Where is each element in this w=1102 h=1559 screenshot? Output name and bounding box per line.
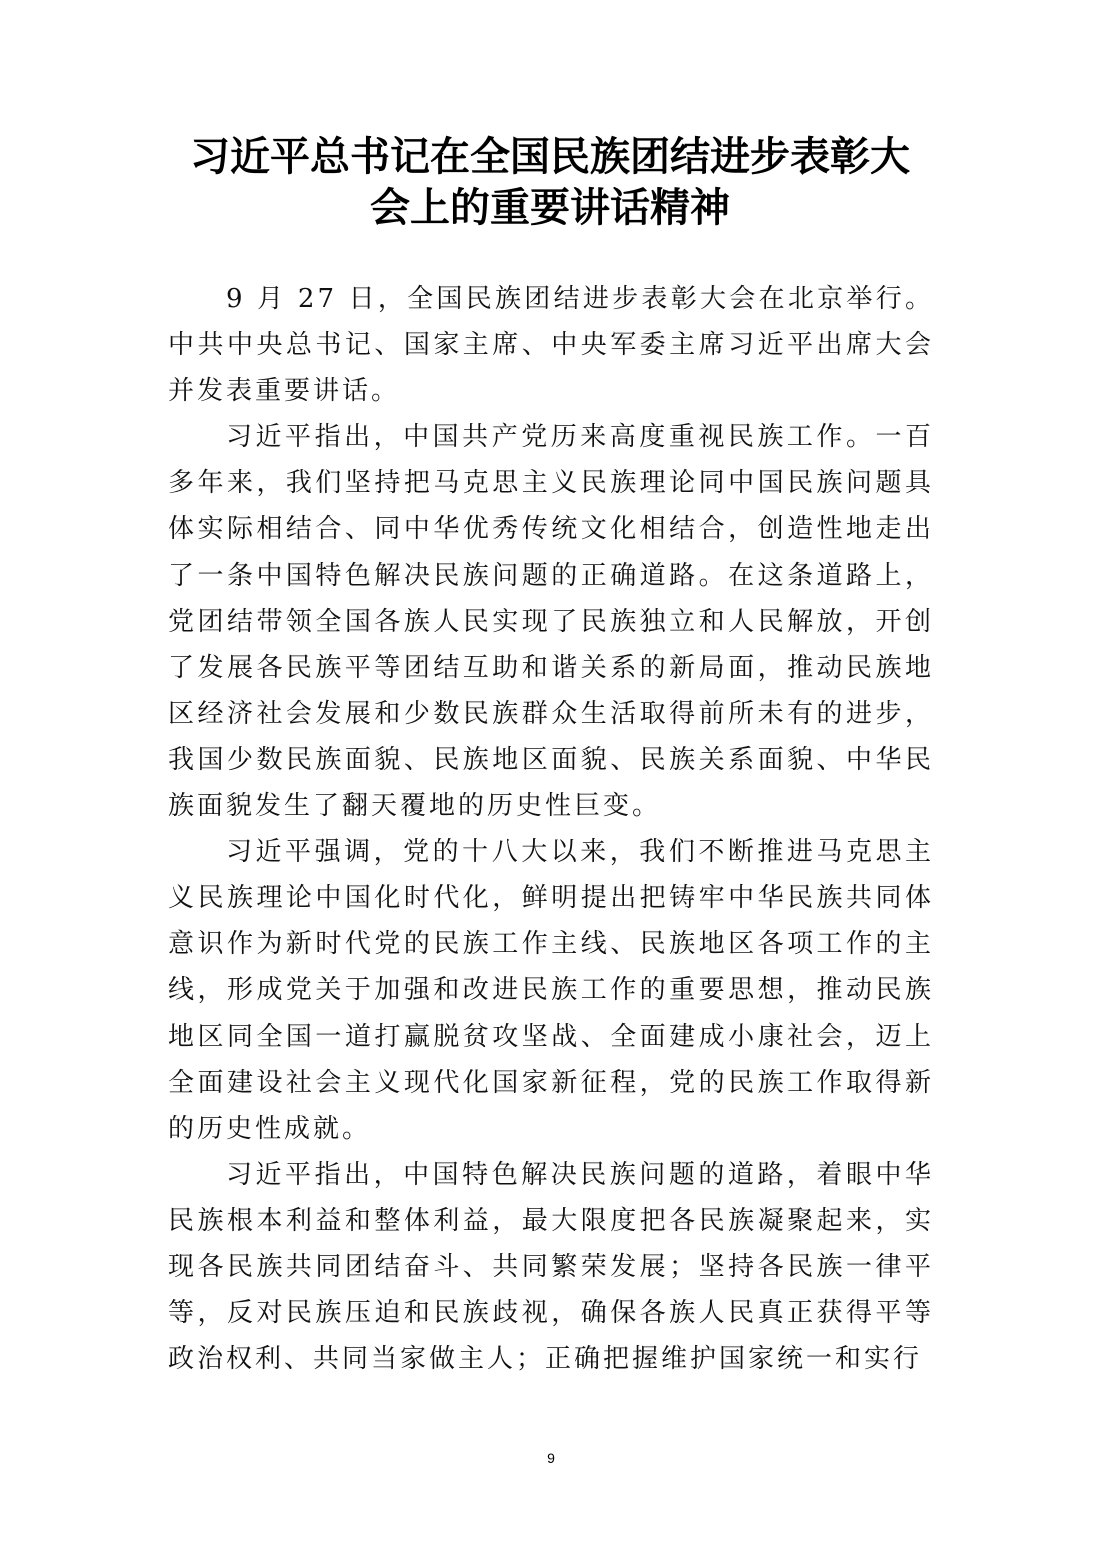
page-number: 9: [547, 1450, 555, 1466]
body-paragraph-4: 习近平指出，中国特色解决民族问题的道路，着眼中华民族根本利益和整体利益，最大限度把各民族凝聚起来，实现各民族共同团结奋斗、共同繁荣发展；坚持各民族一律平等，反对民族压迫和民族歧视，确保各族人民真正获得平等政治权利、共同当家做主人；正确把握维护国家统一和实行: [168, 1159, 934, 1375]
document-title: [150, 131, 950, 233]
title-line-2: 会上的重要讲话精神: [370, 184, 730, 231]
document-body: [168, 276, 934, 1382]
body-paragraph-2: 习近平指出，中国共产党历来高度重视民族工作。一百多年来，我们坚持把马克思主义民族理论同中国民族问题具体实际相结合、同中华优秀传统文化相结合，创造性地走出了一条中国特色解决民族问题的正确道路。在这条道路上，党团结带领全国各族人民实现了民族独立和人民解放，开创了发展各民族平等团结互助和谐关系的新局面，推动民族地区经济社会发展和少数民族群众生活取得前所未有的进步，我国少数民族面貌、民族地区面貌、民族关系面貌、中华民族面貌发生了翻天覆地的历史性巨变。: [168, 422, 934, 822]
title-line-1: 习近平总书记在全国民族团结进步表彰大: [190, 133, 910, 180]
body-paragraph-3: 习近平强调，党的十八大以来，我们不断推进马克思主义民族理论中国化时代化，鲜明提出把铸牢中华民族共同体意识作为新时代党的民族工作主线、民族地区各项工作的主线，形成党关于加强和改进民族工作的重要思想，推动民族地区同全国一道打赢脱贫攻坚战、全面建成小康社会，迈上全面建设社会主义现代化国家新征程，党的民族工作取得新的历史性成就。: [168, 837, 934, 1144]
body-paragraph-1: 9 月 27 日，全国民族团结进步表彰大会在北京举行。中共中央总书记、国家主席、中央军委主席习近平出席大会并发表重要讲话。: [168, 284, 934, 407]
